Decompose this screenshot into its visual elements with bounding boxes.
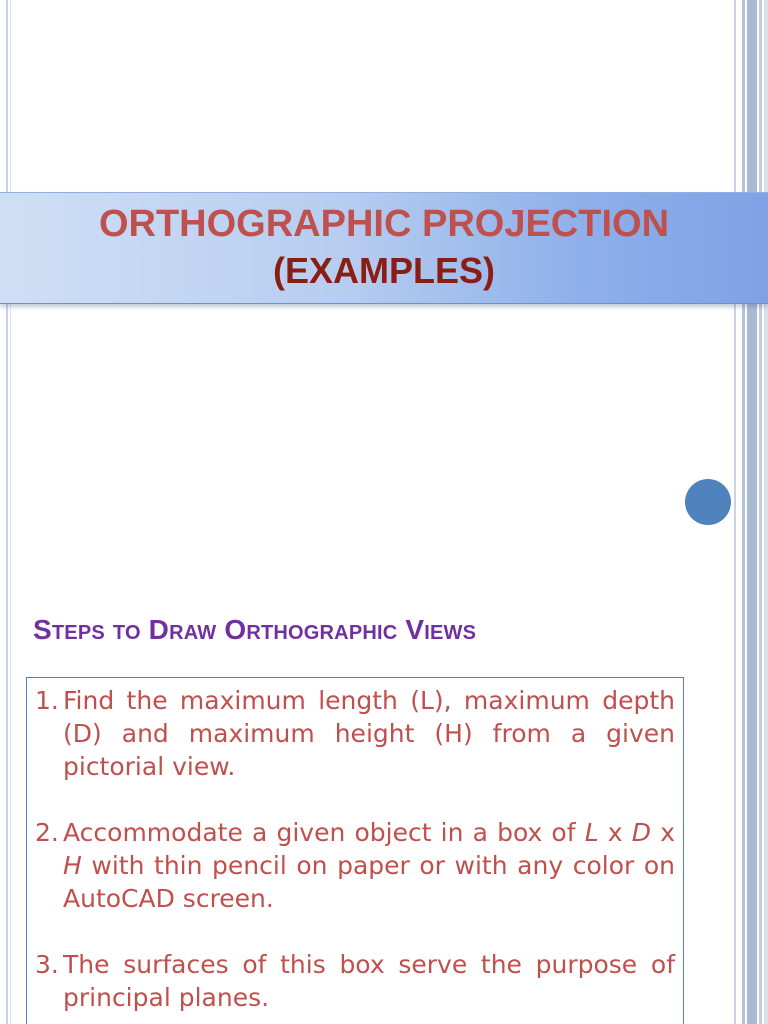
step-text-part: x	[598, 818, 632, 847]
step-variable-d: D	[631, 818, 652, 847]
left-margin-rule	[6, 0, 8, 1024]
title-main: ORTHOGRAPHIC PROJECTION	[98, 203, 670, 245]
stripe	[734, 0, 736, 1024]
circle-ornament	[685, 479, 731, 525]
step-number: 1.	[35, 686, 59, 715]
step-variable-l: L	[584, 818, 599, 847]
steps-box	[26, 677, 684, 1024]
step-item	[35, 948, 675, 1014]
left-margin-rule-inner	[10, 0, 11, 1024]
stripe	[759, 0, 762, 1024]
step-text-part: x	[651, 818, 675, 847]
right-decorative-stripes	[734, 0, 768, 1024]
step-number: 3.	[35, 950, 59, 979]
step-number: 2.	[35, 818, 59, 847]
step-text-part: Accommodate a given object in a box of	[63, 818, 585, 847]
stripe	[747, 0, 757, 1024]
step-text-part: with thin pencil on paper or with any color on AutoCAD screen.	[63, 851, 675, 913]
title-banner	[0, 192, 768, 304]
stripe	[764, 0, 768, 1024]
step-text: Find the maximum length (L), maximum depth (D) and maximum height (H) from a given pictorial view.	[63, 686, 675, 781]
step-text	[63, 816, 675, 915]
step-item	[35, 816, 675, 915]
step-variable-h: H	[63, 851, 82, 880]
section-heading: Steps to Draw Orthographic Views	[33, 614, 477, 645]
step-text: The surfaces of this box serve the purpose of principal planes.	[63, 950, 675, 1012]
title-subtitle: (EXAMPLES)	[272, 250, 495, 291]
stripe	[742, 0, 745, 1024]
step-item	[35, 684, 675, 783]
